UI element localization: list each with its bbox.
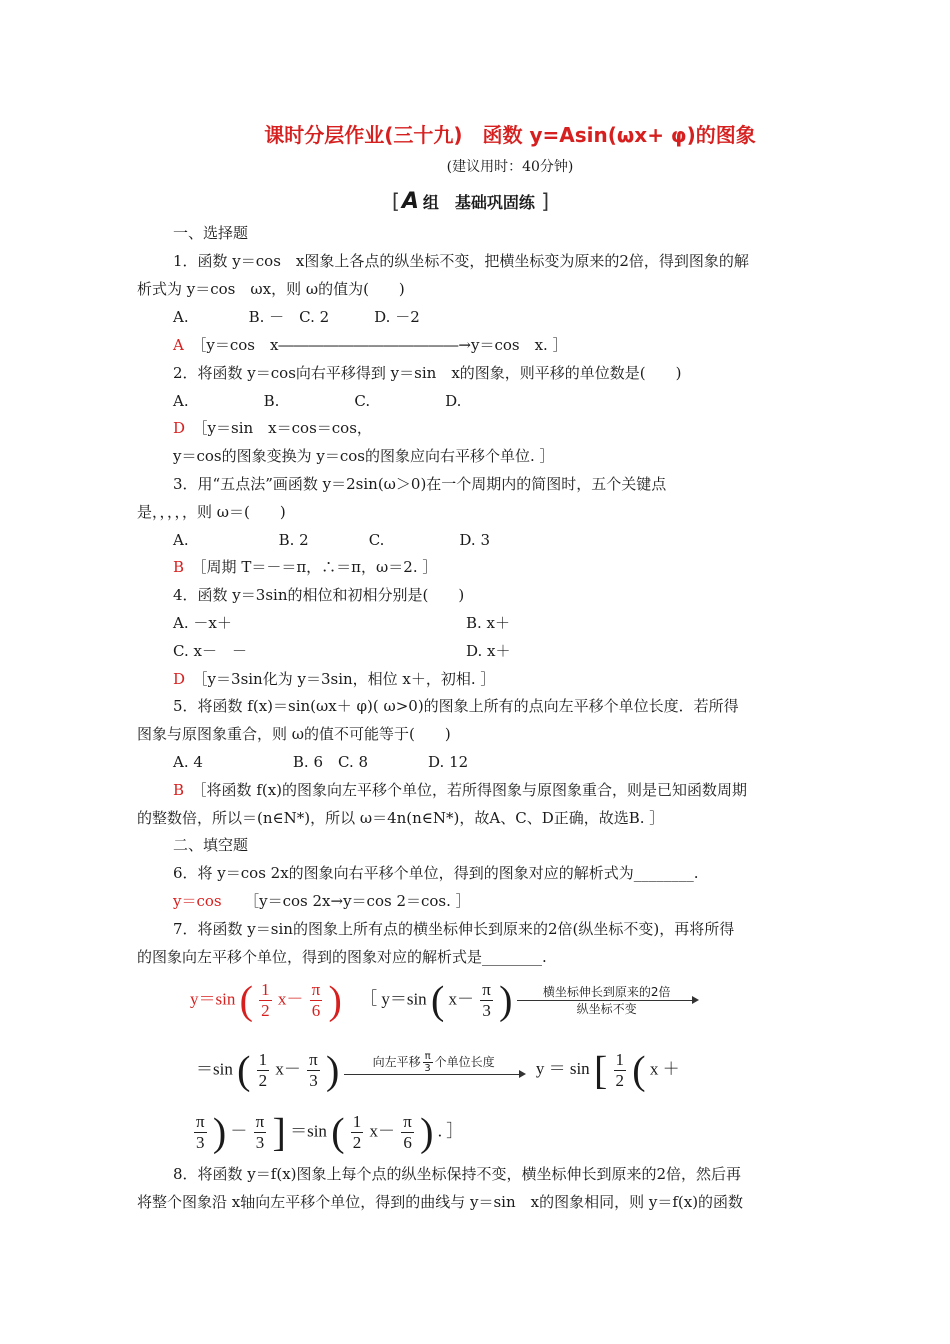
answer-line xyxy=(173,335,568,355)
line-text: ［y＝cos x――――――――――――→y＝cos x. ］ xyxy=(198,336,568,354)
page-title: 课时分层作业(三十九) 函数 y=Asin(ωx+ φ)的图象 xyxy=(264,123,756,147)
text-line xyxy=(173,223,248,243)
paren: ) xyxy=(499,977,513,1023)
bracket: [ xyxy=(593,1047,608,1093)
answer-line xyxy=(173,418,372,438)
paren: ( xyxy=(237,1047,251,1093)
line-text: 8．将函数 y＝f(x)图象上每个点的纵坐标保持不变，横坐标伸长到原来的2倍，然后再 xyxy=(173,1165,742,1183)
line-text: 3．用“五点法”画函数 y＝2sin(ω＞0)在一个周期内的简图时，五个关键点 xyxy=(173,475,667,493)
fraction: $\frac{1}{2}$ xyxy=(258,1050,268,1090)
bracket-right: ] xyxy=(534,189,550,213)
term: x－ xyxy=(369,1121,396,1141)
line-text: 6．将 y＝cos 2x的图象向右平移个单位，得到的图象对应的解析式为________. xyxy=(173,864,699,882)
group-label: 组 基础巩固练 xyxy=(422,193,535,212)
text-line xyxy=(173,585,464,605)
line-text: A. B. C. D. xyxy=(173,392,462,410)
fraction: $\frac{\pi}{3}$ xyxy=(309,1050,318,1090)
text-line xyxy=(173,641,247,661)
line-text: 4．函数 y＝3sin的相位和初相分别是( ) xyxy=(173,586,465,604)
answer-key: D xyxy=(173,419,186,437)
transform-arrow: 向左平移 $\frac{\pi}{3}$ 个单位长度 xyxy=(344,1051,524,1091)
paren: ) xyxy=(326,1047,340,1093)
bracket: ［ xyxy=(360,989,378,1009)
text-line xyxy=(173,474,666,494)
answer-key: D xyxy=(173,670,186,688)
paren: ) xyxy=(328,977,342,1023)
line-text: 的图象向左平移个单位，得到的图象对应的解析式是________. xyxy=(137,948,547,966)
term: . ］ xyxy=(437,1121,464,1141)
line-text: 图象与原图象重合，则 ω的值不可能等于( ) xyxy=(137,725,451,743)
term: ＝sin xyxy=(196,1059,233,1079)
fraction: $\frac{1}{2}$ xyxy=(615,1050,625,1090)
line-text: 2．将函数 y＝cos向右平移得到 y＝sin x的图象，则平移的单位数是( ) xyxy=(173,364,682,382)
paren: ( xyxy=(430,977,445,1023)
line-text: 5．将函数 f(x)＝sin(ωx＋ φ)( ω>0)的图象上所有的点向左平移个单位长度．若所得 xyxy=(173,697,739,715)
text-line xyxy=(137,724,451,744)
fraction: $\frac{\pi}{3}$ xyxy=(255,1112,265,1152)
text-line xyxy=(173,391,461,411)
term: x－ xyxy=(275,1059,301,1079)
text-line xyxy=(466,641,511,661)
term: x－ xyxy=(448,989,475,1009)
text-line xyxy=(173,530,490,550)
text-line xyxy=(173,919,734,939)
answer-formula-row-1 xyxy=(190,977,697,1023)
line-text: 的整数倍，所以＝(n∈N*)，所以 ω＝4n(n∈N*)，故A、C、D正确，故选B. ］ xyxy=(137,809,665,827)
term: ＝sin xyxy=(290,1121,327,1141)
fraction: $\frac{\pi}{6}$ xyxy=(403,1112,412,1152)
answer-formula-row-3 xyxy=(192,1109,464,1155)
paren: ( xyxy=(239,977,253,1023)
term: － xyxy=(230,1121,248,1141)
paren: ( xyxy=(632,1047,646,1093)
answer-line xyxy=(173,669,495,689)
line-text: 1．函数 y＝cos x图象上各点的纵坐标不变，把横坐标变为原来的2倍，得到图象的解 xyxy=(173,252,749,270)
text-line xyxy=(137,947,547,967)
term: y＝sin xyxy=(381,989,427,1009)
line-text: ［y＝cos 2x→y＝cos 2＝cos. ］ xyxy=(236,892,471,910)
bracket-left: [ xyxy=(392,189,400,213)
line-text: ［周期 T＝－＝π，∴＝π，ω＝2. ］ xyxy=(199,558,438,576)
answer-formula-row-2 xyxy=(196,1047,680,1093)
line-text: 是，，，，，则 ω＝( ) xyxy=(137,503,286,521)
line-text: 将整个图象沿 x轴向左平移个单位，得到的曲线与 y＝sin x的图象相同，则 y＝f(x)的函数 xyxy=(137,1193,744,1211)
line-text: ［y＝sin x＝cos＝cos， xyxy=(200,419,372,437)
line-text: A. B. 2 C. D. 3 xyxy=(173,531,490,549)
text-line xyxy=(173,613,232,633)
text-line xyxy=(173,363,681,383)
line-text: B. x＋ xyxy=(466,614,511,632)
answer-key: B xyxy=(173,558,185,576)
text-line xyxy=(137,808,664,828)
answer-key: y＝cos xyxy=(173,892,222,910)
line-text: ［将函数 f(x)的图象向左平移个单位，若所得图象与原图象重合，则是已知函数周期 xyxy=(199,781,748,799)
page-subtitle: (建议用时：40分钟) xyxy=(446,159,574,175)
fraction: $\frac{\pi}{6}$ xyxy=(311,980,321,1020)
text-line xyxy=(137,279,405,299)
answer-line xyxy=(173,557,437,577)
text-line xyxy=(173,251,749,271)
answer-line xyxy=(173,891,471,911)
paren: ) xyxy=(420,1109,434,1155)
line-text: ［y＝3sin化为 y＝3sin，相位 x＋，初相. ］ xyxy=(200,670,496,688)
text-line xyxy=(173,446,555,466)
line-text: A. B. － C. 2 D. －2 xyxy=(173,308,420,326)
section-heading xyxy=(392,188,549,214)
text-line xyxy=(466,613,510,633)
line-text: 二、填空题 xyxy=(173,836,249,854)
line-text: A. 4 B. 6 C. 8 D. 12 xyxy=(173,753,469,771)
line-text: 析式为 y＝cos ωx，则 ω的值为( ) xyxy=(137,280,405,298)
line-text: 一、选择题 xyxy=(173,224,249,242)
term: x－ xyxy=(277,989,304,1009)
paren: ( xyxy=(331,1109,345,1155)
line-text: y＝cos的图象变换为 y＝cos的图象应向右平移个单位. ］ xyxy=(173,447,555,465)
fraction: $\frac{\pi}{3}$ xyxy=(196,1112,205,1152)
term: x ＋ xyxy=(649,1059,680,1079)
fraction: $\frac{1}{2}$ xyxy=(261,980,270,1020)
line-text: D. x＋ xyxy=(466,642,511,660)
text-line xyxy=(137,1192,743,1212)
answer-line xyxy=(173,780,747,800)
paren: ) xyxy=(212,1109,227,1155)
answer-key: B xyxy=(173,781,185,799)
line-text: A. －x＋ xyxy=(173,614,232,632)
text-line xyxy=(137,502,286,522)
text-line xyxy=(173,863,698,883)
line-text: C. x－ － xyxy=(173,642,247,660)
answer-lhs: y＝sin xyxy=(190,989,236,1009)
fraction: $\frac{1}{2}$ xyxy=(352,1112,362,1152)
bracket: ] xyxy=(272,1109,286,1155)
term: y ＝ sin xyxy=(535,1059,590,1079)
text-line xyxy=(173,835,248,855)
text-line xyxy=(173,696,739,716)
fraction: $\frac{\pi}{3}$ xyxy=(482,980,491,1020)
transform-arrow: 横坐标伸长到原来的2倍 纵坐标不变 xyxy=(517,984,697,1017)
line-text: 7．将函数 y＝sin的图象上所有点的横坐标伸长到原来的2倍(纵坐标不变)，再将所得 xyxy=(173,920,735,938)
answer-key: A xyxy=(173,336,184,354)
text-line xyxy=(173,307,420,327)
text-line xyxy=(173,752,468,772)
group-letter: A xyxy=(401,189,419,214)
text-line xyxy=(173,1164,741,1184)
